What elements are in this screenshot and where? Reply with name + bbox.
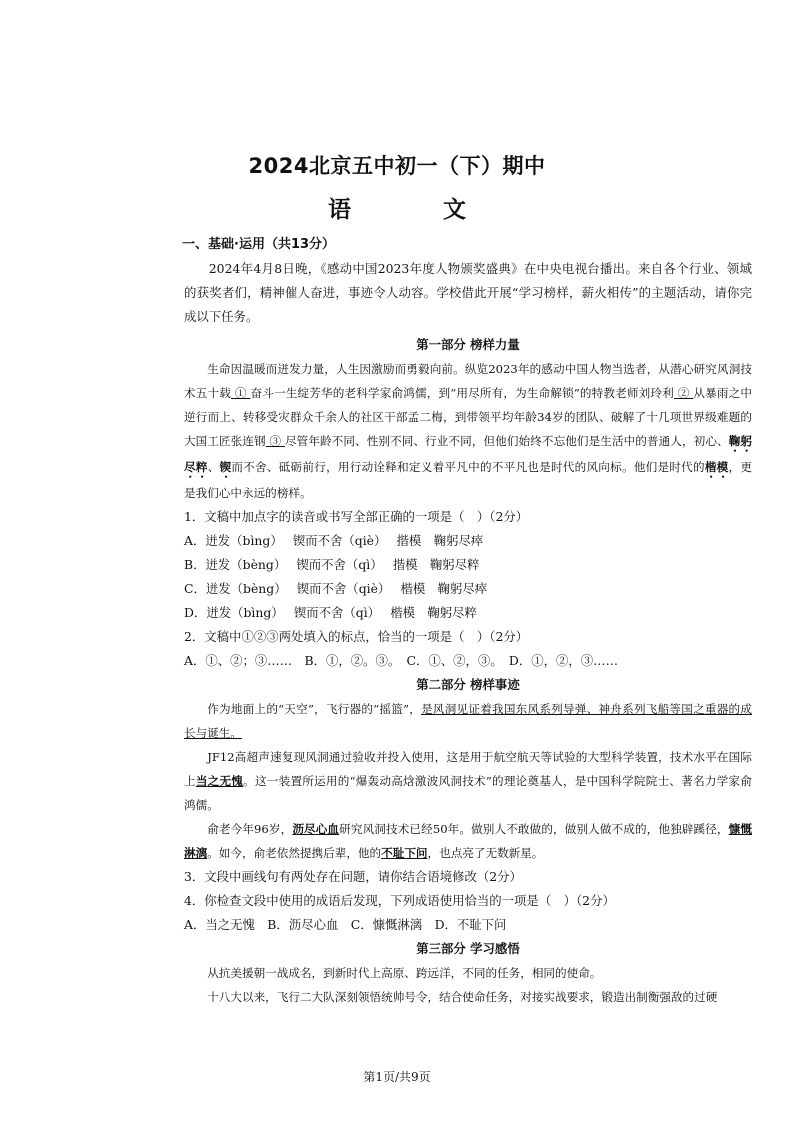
part1-paragraph: 生命因温暖而迸发力量，人生因激励而勇毅向前。纵览2023年的感动中国人物当选者，从潜心研究风洞技术五十载 ① 奋斗一生绽芳华的老科学家俞鸿儒，到“用尽所有，为生命解锁”的特教老师刘玲利 ② 从暴雨之中逆行而上、转移受灾群众千余人的社区干部孟二梅，到带领平均年龄34岁的团队、破解了十几项世界级难题的大国工匠张连钢 ③ 尽管年龄不同、性别不同、行业不同，但他们始终不忘他们是生活中的普通人，初心、鞠躬尽粹、锲而不舍、砥砺前行，用行动诠释和定义着平凡中的不平凡也是时代的风向标。他们是时代的楷模，更是我们心中永远的榜样。 bbox=[184, 362, 752, 500]
question-4: 4．你检查文段中使用的成语后发现，下列成语使用恰当的一项是（ ）（2分） bbox=[184, 893, 615, 908]
part2-paragraph-3: 俞老今年96岁，沥尽心血研究风洞技术已经50年。做别人不敢做的，做别人做不成的，他独辟蹊径，慷慨淋漓。如今，俞老依然提携后辈，他的不耻下问，也点亮了无数新星。 bbox=[184, 822, 752, 860]
part1-heading: 第一部分 榜样力量 bbox=[416, 337, 520, 352]
underlined-sentence: 是风洞见证着我国东风系列导弹、神舟系列飞船等国之重器的成长与诞生。 bbox=[184, 702, 752, 740]
part3-paragraph-1: 从抗美援朝一战成名，到新时代上高原、跨远洋，不同的任务，相同的使命。 bbox=[207, 966, 602, 980]
q1-option-c: C．迸发（bèng） 锲而不舍（qiè） 楷模 鞠躬尽瘁 bbox=[184, 581, 488, 596]
page-number: 第1页/共9页 bbox=[363, 1070, 431, 1084]
part2-paragraph-1: 作为地面上的“天空”，飞行器的“摇篮”，是风洞见证着我国东风系列导弹、神舟系列飞船等国之重器的成长与诞生。 bbox=[184, 702, 752, 740]
q2-options: A．①、②；③…… B．①，②。③。 C．①、②，③。 D．①，②，③…… bbox=[184, 653, 618, 668]
part3-heading: 第三部分 学习感悟 bbox=[416, 941, 520, 956]
blank-1: ① bbox=[234, 386, 247, 400]
dotted-word: 鞠躬尽粹 bbox=[184, 434, 752, 474]
part2-heading: 第二部分 榜样事迹 bbox=[416, 677, 520, 692]
blank-3: ③ bbox=[269, 434, 282, 448]
section-intro: 2024年4月8日晚，《感动中国2023年度人物颁奖盛典》在中央电视台播出。来自各个行业、领域的获奖者们，精神催人奋进，事迹令人动容。学校借此开展“学习榜样，薪火相传”的主题活动，请你完成以下任务。 bbox=[184, 261, 752, 324]
dotted-word: 楷模 bbox=[704, 460, 729, 474]
section-heading: 一、基础·运用（共13分） bbox=[182, 237, 336, 252]
exam-title: 2024北京五中初一（下）期中 bbox=[248, 154, 546, 178]
q1-option-a: A．迸发（bìng） 锲而不舍（qiè） 揩模 鞠躬尽瘁 bbox=[184, 533, 484, 548]
blank-2: ② bbox=[677, 386, 690, 400]
question-1: 1．文稿中加点字的读音或书写全部正确的一项是（ ）（2分） bbox=[184, 509, 529, 524]
part2-paragraph-2: JF12高超声速复现风洞通过验收并投入使用，这是用于航空航天等试验的大型科学装置，技术水平在国际上当之无愧。这一装置所运用的“爆轰动高焓激波风洞技术”的理论奠基人，是中国科学院院士、著名力学家俞鸿儒。 bbox=[184, 750, 752, 812]
q1-option-d: D．迸发（bìng） 锲而不舍（qì） 楷模 鞠躬尽粹 bbox=[184, 605, 477, 620]
question-3: 3．文段中画线句有两处存在问题，请你结合语境修改（2分） bbox=[184, 869, 522, 884]
idiom: 当之无愧 bbox=[195, 774, 244, 788]
subject-title: 语 文 bbox=[327, 197, 508, 223]
question-2: 2．文稿中①②③两处填入的标点，恰当的一项是（ ）（2分） bbox=[184, 629, 529, 644]
content bbox=[184, 233, 752, 1009]
idiom: 沥尽心血 bbox=[292, 822, 340, 836]
q4-options: A．当之无愧 B．沥尽心血 C．慷慨淋漓 D．不耻下问 bbox=[184, 917, 507, 932]
dotted-word: 锲 bbox=[219, 460, 232, 474]
idiom: 不耻下问 bbox=[381, 846, 428, 860]
part3-paragraph-2: 十八大以来，飞行二大队深刻领悟统帅号令，结合使命任务，对接实战要求，锻造出制衡强敌的过硬 bbox=[207, 990, 718, 1004]
idiom: 慷慨淋漓 bbox=[184, 822, 752, 860]
q1-option-b: B．迸发（bèng） 锲而不舍（qì） 揩模 鞠躬尽粹 bbox=[184, 557, 480, 572]
